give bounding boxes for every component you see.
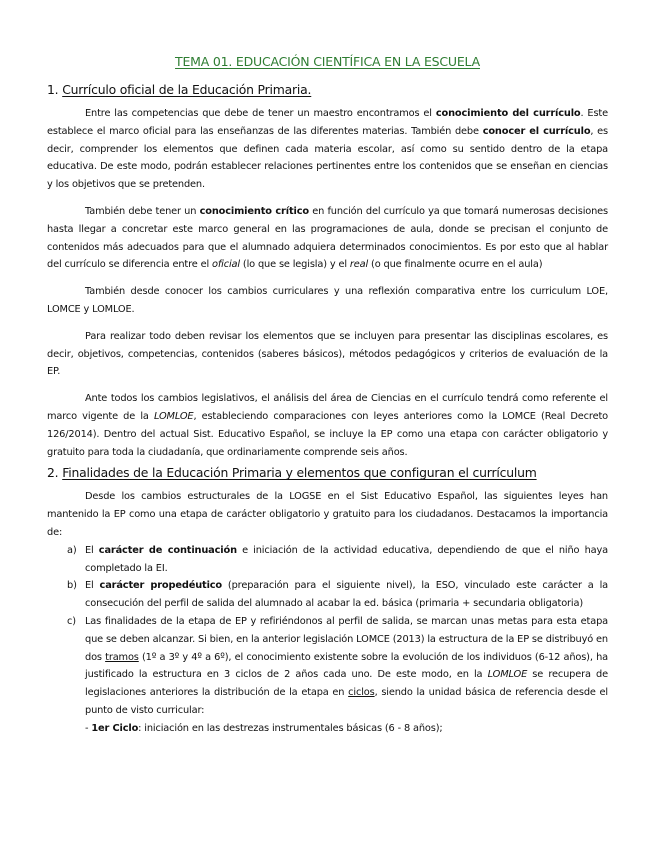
section-1-number: 1. bbox=[47, 82, 59, 97]
text-run: (1º a 3º y 4º a 6º), el conocimiento existente sobre la evolución de los individuos (6-12 años), ha justificado la estructura en 3 ciclos de 2 años cada uno. De este modo, en la bbox=[85, 651, 608, 681]
text-run: (o que finalmente ocurre en el aula) bbox=[368, 259, 543, 271]
italic-text: real bbox=[349, 259, 369, 271]
text-run: en función del currículo ya que tomará numerosas decisiones hasta llegar a concretar este marco general en las programaciones de aula, donde se precisan el conjunto de contenidos más adecuados para que el alumnado adquiera determinados conocimientos. Es por esto que al hablar del currículo se diferencia entre el bbox=[47, 205, 608, 271]
list-item bbox=[47, 577, 608, 613]
bold-text: 1er Ciclo bbox=[91, 722, 139, 734]
italic-text: LOMLOE bbox=[153, 410, 194, 422]
list-marker: a) bbox=[67, 544, 77, 556]
paragraph-critical-knowledge bbox=[47, 203, 608, 274]
list-marker: c) bbox=[67, 615, 76, 627]
bold-text: conocer el currículo bbox=[482, 125, 591, 137]
text-run: . Este establece el marco oficial para las enseñanzas de las diferentes materias. También debe bbox=[47, 108, 608, 137]
paragraph-curricular-changes: También desde conocer los cambios curriculares y una reflexión comparativa entre los curriculum LOE, LOMCE y LOMLOE. bbox=[47, 286, 608, 315]
bold-text: conocimiento del currículo bbox=[435, 108, 581, 119]
list-item bbox=[47, 613, 608, 720]
text-run: (lo que se legisla) y el bbox=[239, 259, 350, 271]
text-run: - bbox=[85, 722, 92, 734]
text-run: e iniciación de la actividad educativa, dependiendo de que el niño haya completado la EI. bbox=[85, 544, 608, 574]
bold-text: carácter propedéutico bbox=[99, 580, 223, 592]
finalities-list bbox=[47, 542, 608, 720]
section-2-title: Finalidades de la Educación Primaria y elementos que configuran el currículum bbox=[62, 465, 537, 481]
section-2-number: 2. bbox=[47, 465, 59, 481]
text-run: : iniciación en las destrezas instrumentales básicas (6 - 8 años); bbox=[138, 722, 443, 734]
bold-text: conocimiento crítico bbox=[199, 205, 309, 217]
bold-text: carácter de continuación bbox=[98, 544, 237, 556]
paragraph-section-2-intro: Desde los cambios estructurales de la LOGSE en el Sist Educativo Español, las siguientes leyes han mantenido la EP como una etapa de carácter obligatorio y gratuito para los ciudadanos. Destacamos la importancia de: bbox=[47, 491, 608, 538]
section-1-heading bbox=[47, 80, 608, 100]
text-run: El bbox=[85, 544, 99, 556]
list-item bbox=[47, 542, 608, 578]
list-marker: b) bbox=[67, 580, 77, 592]
section-2-heading bbox=[47, 463, 608, 483]
text-run: , es decir, comprender los elementos que definen cada materia escolar, así como su sentido dentro de la etapa educativa. De este modo, podrán establecer relaciones pertinentes entre los contenidos que se enseñan en ciencias y los objetivos que se pretenden. bbox=[47, 125, 609, 191]
text-run: Entre las competencias que debe de tener un maestro encontramos el bbox=[85, 108, 436, 119]
text-run: El bbox=[85, 580, 100, 592]
paragraph-legislative-changes bbox=[47, 390, 608, 461]
paragraph-curriculum-knowledge bbox=[47, 105, 608, 194]
cycle-1-line bbox=[47, 720, 608, 738]
italic-text: LOMLOE bbox=[487, 669, 528, 681]
section-1-title: Currículo oficial de la Educación Primaria. bbox=[62, 82, 312, 97]
text-run: Las finalidades de la etapa de EP y refiriéndonos al perfil de salida, se marcan unas metas para esta etapa que se deben alcanzar. Si bien, en la anterior legislación LOMCE (2013) la estructura de la EP se distribuyó en dos bbox=[85, 615, 608, 663]
underlined-text: tramos bbox=[105, 651, 139, 663]
text-run: , estableciendo comparaciones con leyes anteriores como la LOMCE (Real Decreto 126/2014). Dentro del actual Sist. Educativo Español, se incluye la EP como una etapa con carácter obligatorio y gratuito para toda la ciudadanía, que ordinariamente comprende seis años. bbox=[47, 410, 608, 458]
document-title: TEMA 01. EDUCACIÓN CIENTÍFICA EN LA ESCUELA bbox=[175, 54, 480, 69]
italic-text: oficial bbox=[212, 259, 240, 271]
text-run: se recupera de legislaciones anteriores la distribución de la etapa en bbox=[85, 669, 609, 699]
text-run: También debe tener un bbox=[85, 205, 200, 217]
text-run: (preparación para el siguiente nivel), la ESO, vinculado este carácter a la consecución del perfil de salida del alumnado al acabar la ed. básica (primaria + secundaria obligatoria) bbox=[85, 580, 608, 610]
paragraph-elements-review: Para realizar todo deben revisar los elementos que se incluyen para presentar las disciplinas escolares, es decir, objetivos, competencias, contenidos (saberes básicos), métodos pedagógicos y criterios de evaluación de la EP. bbox=[47, 330, 608, 378]
text-run: , siendo la unidad básica de referencia desde el punto de visto curricular: bbox=[85, 687, 608, 716]
text-run: Ante todos los cambios legislativos, el análisis del área de Ciencias en el currículo tendrá como referente el marco vigente de la bbox=[47, 393, 608, 422]
underlined-text: ciclos bbox=[348, 687, 375, 699]
